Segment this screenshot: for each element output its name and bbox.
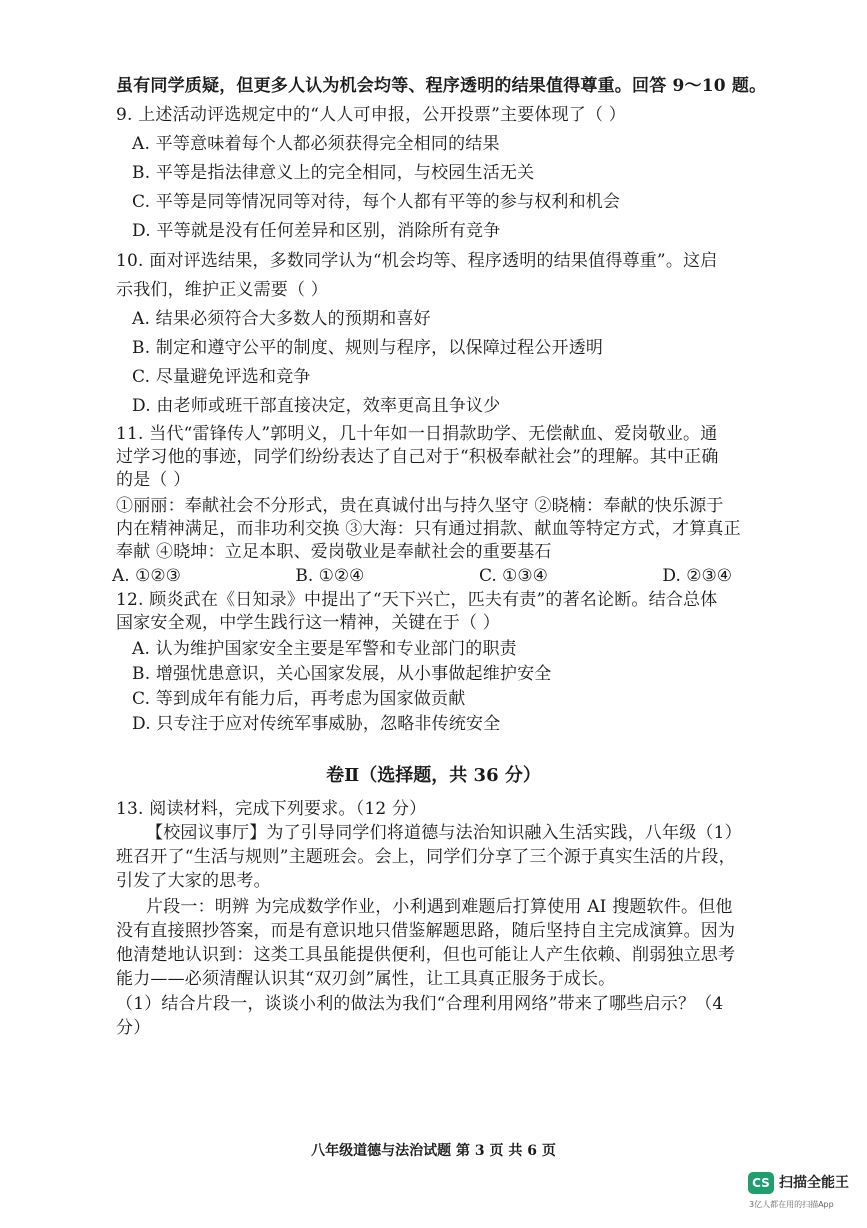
intro-text: 虽有同学质疑，但更多人认为机会均等、程序透明的结果值得尊重。回答 9～10 题。 [116, 76, 767, 96]
question-9: 9. 上述活动评选规定中的“人人可申报，公开投票”主要体现了（ ） [116, 105, 627, 125]
q12-option-c: C. 等到成年有能力后，再考虑为国家做贡献 [132, 689, 466, 709]
question-10-line-2: 示我们，维护正义需要（ ） [116, 280, 329, 300]
q11-option-c: C. ①③④ [478, 566, 548, 586]
sub-question-1-line-2: 分） [116, 1018, 151, 1038]
fragment-1-line-1: 片段一：明辨 为完成数学作业，小利遇到难题后打算使用 AI 搜题软件。但他 [146, 897, 733, 917]
q9-option-b: B. 平等是指法律意义上的完全相同，与校园生活无关 [132, 163, 535, 183]
question-13: 13. 阅读材料，完成下列要求。（12 分） [116, 799, 427, 819]
fragment-1-line-3: 他清楚地认识到：这类工具虽能提供便利，但也可能让人产生依赖、削弱独立思考 [116, 945, 736, 965]
page-footer: 八年级道德与法治试题 第 3 页 共 6 页 [311, 1143, 556, 1159]
question-11-line-3: 的是（ ） [116, 470, 191, 490]
q9-option-a: A. 平等意味着每个人都必须获得完全相同的结果 [132, 134, 500, 154]
section-title: 卷Ⅱ（选择题，共 36 分） [326, 765, 541, 786]
watermark-tagline: 3亿人都在用的扫描App [749, 1200, 834, 1209]
q9-option-d: D. 平等就是没有任何差异和区别，消除所有竞争 [132, 221, 501, 241]
q11-option-b: B. ①②④ [295, 566, 365, 586]
q10-option-b: B. 制定和遵守公平的制度、规则与程序，以保障过程公开透明 [132, 338, 604, 358]
watermark-app-name: 扫描全能王 [779, 1175, 849, 1191]
question-11-line-1: 11. 当代“雷锋传人”郭明义，几十年如一日捐款助学、无偿献血、爱岗敬业。通 [116, 424, 718, 444]
material-line-1: 【校园议事厅】为了引导同学们将道德与法治知识融入生活实践，八年级（1） [146, 823, 742, 843]
q12-option-a: A. 认为维护国家安全主要是军警和专业部门的职责 [132, 639, 517, 659]
q10-option-c: C. 尽量避免评选和竞争 [132, 367, 311, 387]
q9-option-c: C. 平等是同等情况同等对待，每个人都有平等的参与权利和机会 [132, 192, 621, 212]
sub-question-1-line-1: （1）结合片段一，谈谈小利的做法为我们“合理利用网络”带来了哪些启示？（4 [116, 994, 724, 1014]
q12-option-d: D. 只专注于应对传统军事威胁，忽略非传统安全 [132, 714, 501, 734]
fragment-1-line-4: 能力——必须清醒认识其“双刃剑”属性，让工具真正服务于成长。 [116, 969, 616, 989]
scanner-watermark [746, 1172, 858, 1220]
q11-option-d: D. ②③④ [662, 566, 732, 586]
question-11-line-2: 过学习他的事迹，同学们纷纷表达了自己对于“积极奉献社会”的理解。其中正确 [116, 447, 719, 467]
fragment-1-line-2: 没有直接照抄答案，而是有意识地只借鉴解题思路，随后坚持自主完成演算。因为 [116, 921, 736, 941]
question-12-line-2: 国家安全观，中学生践行这一精神，关键在于（ ） [116, 613, 501, 633]
q10-option-a: A. 结果必须符合大多数人的预期和喜好 [132, 309, 431, 329]
q11-statements-line-3: 奉献 ④晓坤：立足本职、爱岗敬业是奉献社会的重要基石 [116, 542, 552, 562]
camscanner-logo-icon: CS [748, 1172, 774, 1194]
q11-statements-line-2: 内在精神满足，而非功利交换 ③大海：只有通过捐款、献血等特定方式，才算真正 [116, 519, 741, 539]
question-10-line-1: 10. 面对评选结果，多数同学认为“机会均等、程序透明的结果值得尊重”。这启 [116, 251, 718, 271]
q11-option-a: A. ①②③ [112, 566, 181, 586]
material-line-3: 引发了大家的思考。 [116, 871, 271, 891]
q11-statements-line-1: ①丽丽：奉献社会不分形式，贵在真诚付出与持久坚守 ②晓楠：奉献的快乐源于 [116, 496, 724, 516]
q10-option-d: D. 由老师或班干部直接决定，效率更高且争议少 [132, 396, 501, 416]
q12-option-b: B. 增强忧患意识，关心国家发展，从小事做起维护安全 [132, 664, 552, 684]
material-line-2: 班召开了“生活与规则”主题班会。会上，同学们分享了三个源于真实生活的片段， [116, 847, 736, 867]
q11-options [112, 565, 732, 587]
question-12-line-1: 12. 顾炎武在《日知录》中提出了“天下兴亡，匹夫有责”的著名论断。结合总体 [116, 590, 718, 610]
